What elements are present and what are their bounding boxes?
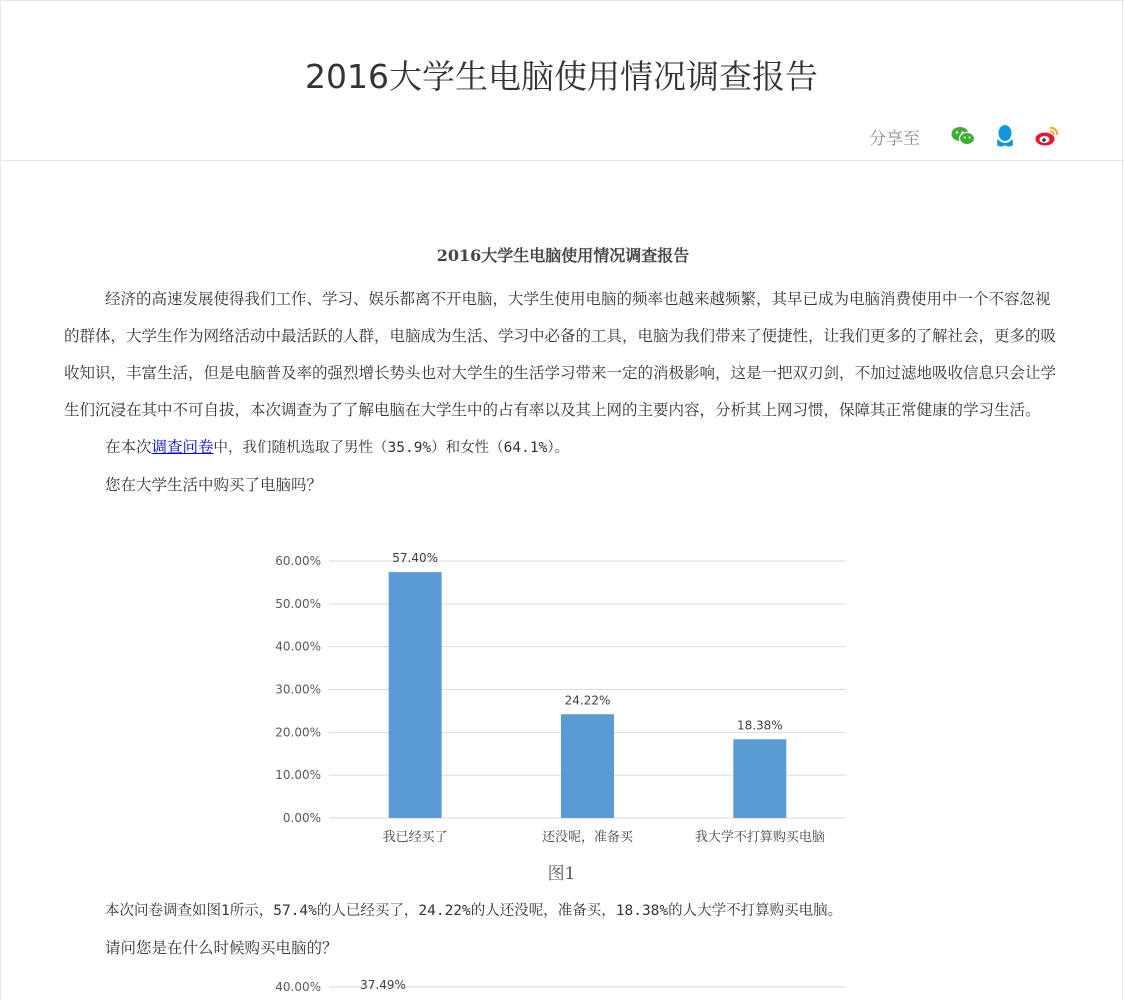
figure-1-caption: 图1 xyxy=(547,864,576,884)
data-label: 18.38% xyxy=(736,718,783,733)
bar-chart-1 xyxy=(261,541,861,861)
article-title: 2016大学生电脑使用情况调查报告 xyxy=(436,246,690,265)
x-tick-label: 还没呢，准备买 xyxy=(541,830,634,845)
bar xyxy=(733,739,786,818)
x-tick-label: 我已经买了 xyxy=(382,830,448,845)
question-1 xyxy=(64,467,1062,505)
y-tick-label: 10.00% xyxy=(275,768,321,783)
y-tick-label: 50.00% xyxy=(275,596,321,611)
article-body xyxy=(64,241,1062,505)
intro-paragraph: 经济的高速发展使得我们工作、学习、娱乐都离不开电脑，大学生使用电脑的频率也越来越频繁，其早已成为电脑消费使用中一个不容忽视的群体，大学生作为网络活动中最活跃的人群，电脑成为生活、学习中必备的工具，电脑为我们带来了便捷性，让我们更多的了解社会，更多的吸收知识，丰富生活，但是电脑普及率的强烈增长势头也对大学生的生活学习带来一定的消极影响，这是一把双刃剑，不加过滤地吸收信息只会让学生们沉浸在其中不可自拔，本次调查为了了解电脑在大学生中的占有率以及其上网的主要内容，分析其上网习惯，保障其正常健康的学习生活。 xyxy=(64,290,1057,419)
data-label: 37.49% xyxy=(360,978,406,992)
figure-1-chart xyxy=(261,541,861,861)
summary-1-text: 本次问卷调查如图1所示，57.4%的人已经买了，24.22%的人还没呢，准备买，18.38%的人大学不打算购买电脑。 xyxy=(105,903,843,919)
y-tick-label: 30.00% xyxy=(275,682,321,697)
question-2 xyxy=(64,930,1062,968)
y-tick-label: 60.00% xyxy=(275,554,321,568)
y-tick-label: 0.00% xyxy=(282,811,321,825)
sample-suffix: 中，我们随机选取了男性（35.9%）和女性（64.1%）。 xyxy=(213,440,570,456)
y-tick-label: 40.00% xyxy=(275,980,321,994)
sample-prefix: 在本次 xyxy=(105,438,152,456)
question-2-text: 请问您是在什么时候购买电脑的？ xyxy=(105,939,338,957)
bar xyxy=(389,572,442,818)
data-label: 57.40% xyxy=(392,551,439,566)
wechat-icon[interactable] xyxy=(950,123,976,149)
share-label: 分享至 xyxy=(869,128,920,149)
article-continued xyxy=(64,893,1062,968)
bar xyxy=(561,714,614,818)
y-tick-label: 40.00% xyxy=(275,639,321,654)
data-label: 24.22% xyxy=(564,693,611,708)
sample-paragraph xyxy=(64,429,1062,467)
page-header xyxy=(1,1,1122,161)
page-title: 2016大学生电脑使用情况调查报告 xyxy=(305,57,818,96)
y-tick-label: 20.00% xyxy=(275,725,321,740)
survey-link[interactable]: 调查问卷 xyxy=(151,438,214,456)
figure-2-chart xyxy=(261,973,861,1003)
qq-icon[interactable] xyxy=(992,123,1018,149)
x-tick-label: 我大学不打算购买电脑 xyxy=(694,830,825,845)
bar-chart-2 xyxy=(261,973,861,1003)
summary-1 xyxy=(64,893,1062,930)
share-bar xyxy=(869,123,1060,149)
question-1-text: 您在大学生活中购买了电脑吗？ xyxy=(105,476,323,494)
weibo-icon[interactable] xyxy=(1034,123,1060,149)
